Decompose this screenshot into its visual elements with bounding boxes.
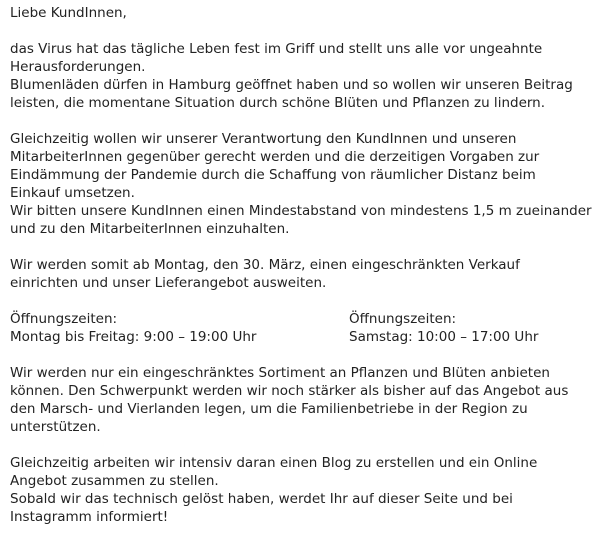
text-line: Gleichzeitig arbeiten wir intensiv daran einen Blog zu erstellen und ein Online	[10, 455, 538, 471]
paragraph-limited-sales	[10, 256, 592, 292]
text-line: Instagramm informiert!	[10, 509, 169, 525]
paragraph-gap	[10, 436, 592, 454]
paragraph-responsibility	[10, 130, 592, 238]
text-line: leisten, die momentane Situation durch schöne Blüten und Pflanzen zu lindern.	[10, 95, 546, 111]
greeting: Liebe KundInnen,	[10, 5, 127, 21]
paragraph-gap	[10, 292, 592, 310]
text-line: Wir werden somit ab Montag, den 30. März, einen eingeschränkten Verkauf	[10, 257, 520, 273]
text-line: Wir bitten unsere KundInnen einen Mindestabstand von mindestens 1,5 m zueinander	[10, 203, 592, 219]
text-line: Blumenläden dürfen in Hamburg geöffnet haben und so wollen wir unseren Beitrag	[10, 77, 573, 93]
opening-hours-weekdays	[10, 310, 256, 346]
text-line: den Marsch- und Vierlanden legen, um die Familienbetriebe in der Region zu	[10, 401, 528, 417]
paragraph-gap	[10, 346, 592, 364]
paragraph-gap	[10, 112, 592, 130]
text-line: Angebot zusammen zu stellen.	[10, 473, 219, 489]
paragraph-gap	[10, 22, 592, 40]
text-line: unterstützen.	[10, 419, 101, 435]
opening-hours	[10, 310, 592, 346]
opening-hours-saturday	[349, 310, 538, 346]
text-line: MitarbeiterInnen gegenüber gerecht werden und die derzeitigen Vorgaben zur	[10, 149, 540, 165]
text-line: das Virus hat das tägliche Leben fest im Griff und stellt uns alle vor ungeahnte	[10, 41, 543, 57]
text-line: können. Den Schwerpunkt werden wir noch stärker als bisher auf das Angebot aus	[10, 383, 569, 399]
text-line: Wir werden nur ein eingeschränktes Sortiment an Pflanzen und Blüten anbieten	[10, 365, 550, 381]
text-line: Eindämmung der Pandemie durch die Schaffung von räumlicher Distanz beim	[10, 167, 536, 183]
opening-hours-value: Samstag: 10:00 – 17:00 Uhr	[349, 329, 539, 345]
paragraph-online-shop	[10, 454, 592, 526]
paragraph-assortment	[10, 364, 592, 436]
paragraph-virus-intro	[10, 40, 592, 112]
text-line: einrichten und unser Lieferangebot ausweiten.	[10, 275, 327, 291]
opening-hours-label: Öffnungszeiten:	[349, 311, 457, 327]
opening-hours-label: Öffnungszeiten:	[10, 311, 118, 327]
text-line: Einkauf umsetzen.	[10, 185, 135, 201]
text-line: Sobald wir das technisch gelöst haben, werdet Ihr auf dieser Seite und bei	[10, 491, 513, 507]
paragraph-gap	[10, 238, 592, 256]
text-line: und zu den MitarbeiterInnen einzuhalten.	[10, 221, 290, 237]
text-line: Gleichzeitig wollen wir unserer Verantwortung den KundInnen und unseren	[10, 131, 517, 147]
opening-hours-value: Montag bis Freitag: 9:00 – 19:00 Uhr	[10, 329, 257, 345]
text-line: Herausforderungen.	[10, 59, 146, 75]
